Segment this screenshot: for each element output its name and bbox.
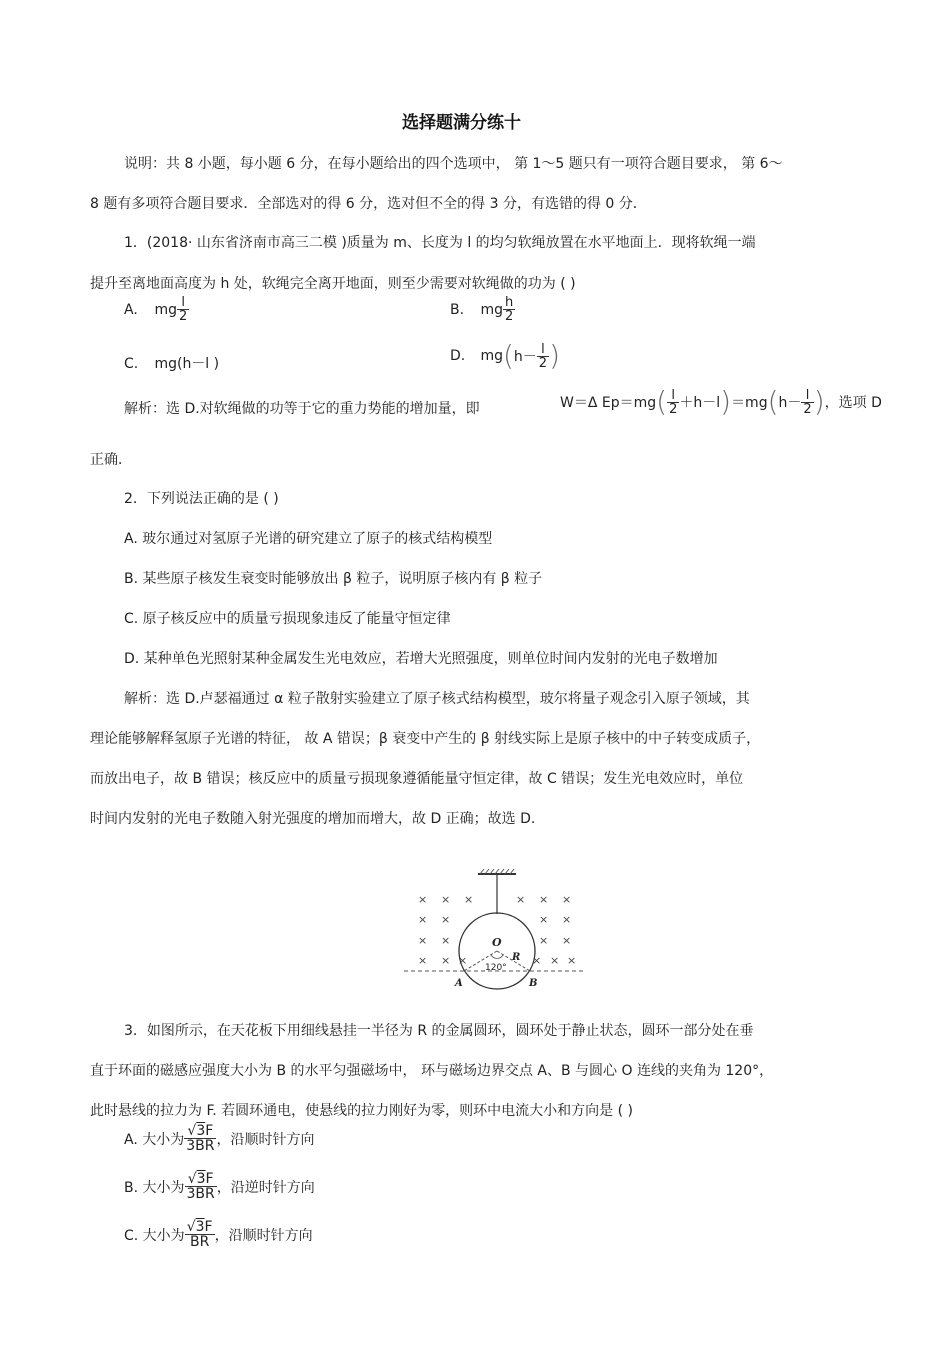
q3-option-c-direction: ，沿顺时针方向 [214, 1227, 313, 1244]
label-o: O [492, 936, 502, 949]
q2-answer-line-4: 时间内发射的光电子数随入射光强度的增加而增大，故 D 正确；故选 D. [90, 811, 536, 827]
q3-option-c [124, 1220, 313, 1249]
q2-option-d: D. 某种单色光照射某种金属发生光电效应，若增大光照强度，则单位时间内发射的光电子数增加 [124, 651, 718, 667]
intro-line-2: 8 题有多项符合题目要求．全部选对的得 6 分，选对但不全的得 3 分，有选错的得 0 分． [90, 196, 647, 212]
q2-stem: 2．下列说法正确的是 ( ) [124, 491, 279, 507]
svg-text:×: × [539, 893, 549, 906]
page-title: 选择题满分练十 [402, 113, 521, 133]
svg-text:×: × [562, 934, 572, 947]
q3-stem-line-3: 此时悬线的拉力为 F. 若圆环通电，使悬线的拉力刚好为零，则环中电流大小和方向是 ( ) [90, 1103, 633, 1119]
ring-magnetic-field-figure [402, 866, 588, 990]
svg-text:×: × [458, 954, 468, 967]
svg-text:×: × [418, 913, 428, 926]
svg-text:×: × [550, 954, 560, 967]
q1-option-d-fraction [537, 343, 549, 370]
q1-option-b-mg: mg [480, 301, 503, 318]
q1-answer-text: 解析：选 D.对软绳做的功等于它的重力势能的增加量，即 [124, 401, 480, 417]
q1-option-d-label: D. [450, 348, 466, 364]
q1-answer-den-2: 2 [803, 401, 812, 417]
q3-option-b [124, 1172, 315, 1201]
q1-option-b-fraction [503, 296, 515, 323]
svg-text:×: × [539, 913, 549, 926]
q1-option-d-num: l [541, 341, 545, 357]
label-120: 120° [485, 963, 507, 973]
q1-option-c [124, 353, 219, 373]
q2-option-c: C. 原子核反应中的质量亏损现象违反了能量守恒定律 [124, 611, 451, 627]
q1-option-a [124, 296, 189, 323]
q3-option-b-f: F [205, 1171, 214, 1187]
svg-text:×: × [562, 893, 572, 906]
svg-text:×: × [418, 934, 428, 947]
q3-stem-line-2: 直于环面的磁感应强度大小为 B 的水平匀强磁场中， 环与磁场边界交点 A、B 与圆心 O 连线的夹角为 120°， [90, 1063, 774, 1079]
svg-text:×: × [441, 934, 451, 947]
q1-stem-line-1: 1．(2018· 山东省济南市高三二模 )质量为 m、长度为 l 的均匀软绳放置在水平地面上．现将软绳一端 [124, 235, 756, 251]
q3-option-c-label: C. 大小为 [124, 1227, 185, 1244]
q1-option-b-label: B. [450, 301, 465, 318]
svg-text:×: × [441, 893, 451, 906]
label-r: R [512, 952, 521, 963]
q3-option-c-fraction [185, 1220, 215, 1249]
q1-option-d-mg: mg [480, 348, 503, 364]
q1-answer-fraction-1 [667, 389, 679, 416]
q2-answer-line-2: 理论能够解释氢原子光谱的特征， 故 A 错误；β 衰变中产生的 β 射线实际上是原子核中的中子转变成质子， [90, 731, 761, 747]
svg-text:×: × [441, 954, 451, 967]
svg-text:×: × [464, 893, 474, 906]
q1-answer-eq-1: W＝Δ Ep＝mg [560, 395, 657, 411]
q3-option-a-den: 3BR [186, 1138, 215, 1154]
q1-answer-equation: W＝Δ Ep＝mg( $\frac{l}{2}$ ＋h－l)＝mg(h－ $\frac{l}{2}$ )，选项 D [560, 385, 882, 418]
q3-option-a-f: F [205, 1123, 214, 1139]
q3-option-a-fraction [184, 1124, 216, 1153]
svg-text:×: × [418, 893, 428, 906]
q1-option-a-mg: mg [154, 301, 177, 318]
q3-option-b-fraction [185, 1172, 217, 1201]
svg-text:×: × [567, 954, 577, 967]
q1-option-b-num: h [505, 295, 514, 310]
q3-option-c-num: √3F [186, 1219, 213, 1235]
q3-option-a-num: √3F [187, 1123, 214, 1139]
q2-option-a: A. 玻尔通过对氢原子光谱的研究建立了原子的核式结构模型 [124, 531, 493, 547]
svg-text:×: × [418, 954, 428, 967]
q1-option-d-den: 2 [538, 355, 548, 371]
q3-option-a [124, 1124, 314, 1153]
q3-option-a-rad: 3 [196, 1123, 206, 1139]
q3-option-c-den: BR [185, 1234, 215, 1249]
q3-option-c-rad: 3 [195, 1219, 205, 1235]
q1-option-c-text: mg(h－l ) [154, 356, 220, 372]
q3-option-b-label: B. 大小为 [124, 1179, 185, 1196]
q1-answer-h: h－ [778, 395, 802, 411]
label-b: B [529, 978, 538, 989]
q3-option-a-label: A. 大小为 [124, 1131, 185, 1148]
q2-answer-line-1: 解析：选 D.卢瑟福通过 α 粒子散射实验建立了原子核式结构模型，玻尔将量子观念引入原子领域，其 [124, 691, 750, 707]
svg-text:×: × [539, 934, 549, 947]
q3-option-b-den: 3BR [186, 1186, 215, 1202]
q3-option-c-f: F [204, 1219, 213, 1235]
q1-option-d: D. mg(h－ $\frac{l}{2}$ ) [450, 339, 561, 372]
q3-option-b-num: √3F [187, 1171, 214, 1187]
q1-option-a-den: 2 [178, 309, 188, 324]
q1-answer-num-1: l [671, 387, 676, 403]
q1-option-a-label: A. [124, 301, 138, 318]
q1-answer-num-2: l [805, 387, 810, 403]
q1-option-a-num: l [181, 295, 185, 310]
q1-answer-end: 正确． [90, 452, 132, 468]
q1-answer-post: ，选项 D [824, 395, 882, 411]
q1-option-c-label: C. [124, 356, 139, 372]
q1-option-b-den: 2 [504, 309, 514, 324]
q1-option-d-h: h－ [513, 349, 537, 365]
q2-answer-line-3: 而放出电子，故 B 错误；核反应中的质量亏损现象遵循能量守恒定律，故 C 错误；发生光电效应时，单位 [90, 771, 744, 787]
q3-option-a-direction: ，沿顺时针方向 [216, 1131, 315, 1148]
svg-text:×: × [532, 954, 542, 967]
q1-option-b [450, 296, 515, 323]
svg-text:×: × [562, 913, 572, 926]
q1-option-a-fraction [177, 296, 189, 323]
q1-stem-line-2: 提升至离地面高度为 h 处，软绳完全离开地面，则至少需要对软绳做的功为 ( ) [90, 276, 576, 292]
q3-option-b-rad: 3 [196, 1171, 206, 1187]
angle-arc [491, 955, 503, 958]
q1-answer-mid: ＋h－l [679, 395, 721, 411]
q3-stem-line-1: 3．如图所示，在天花板下用细线悬挂一半径为 R 的金属圆环，圆环处于静止状态，圆环一部分处在垂 [124, 1023, 754, 1039]
q1-answer-eq-2: ＝mg [731, 395, 768, 411]
q1-answer-den-1: 2 [669, 401, 678, 417]
q3-option-b-direction: ，沿逆时针方向 [216, 1179, 315, 1196]
intro-line-1: 说明：共 8 小题，每小题 6 分，在每小题给出的四个选项中， 第 1～5 题只有一项符合题目要求， 第 6～ [124, 156, 783, 172]
label-a: A [455, 978, 463, 989]
figure-svg [402, 866, 588, 990]
q2-option-b: B. 某些原子核发生衰变时能够放出 β 粒子，说明原子核内有 β 粒子 [124, 571, 543, 587]
svg-text:×: × [516, 893, 526, 906]
q1-answer-fraction-2 [801, 389, 813, 416]
svg-text:×: × [441, 913, 451, 926]
